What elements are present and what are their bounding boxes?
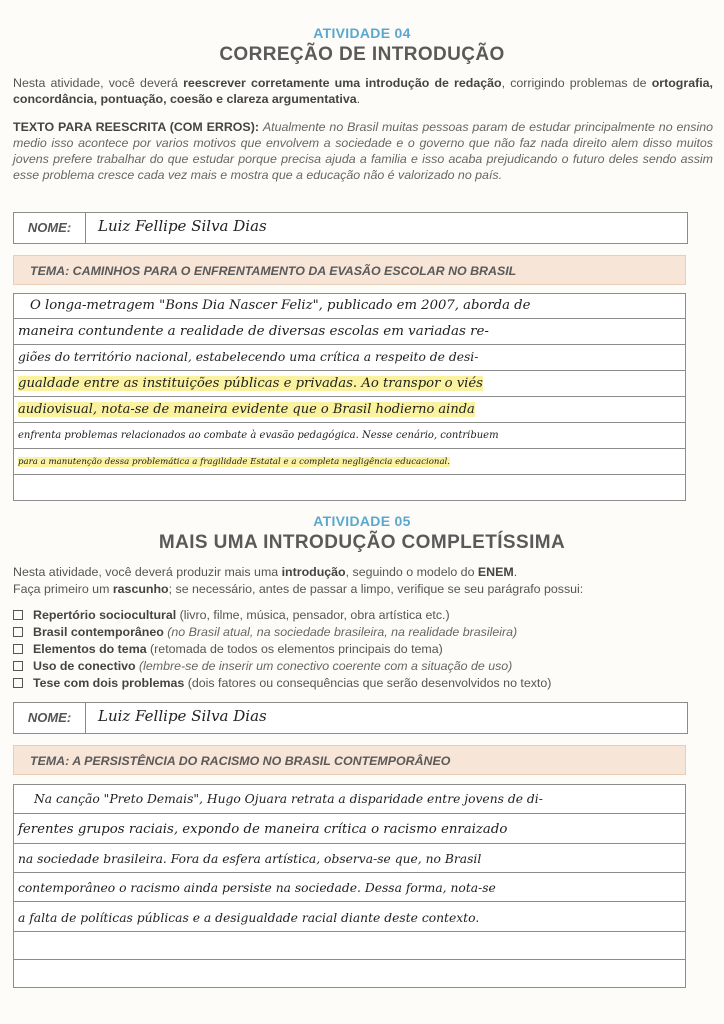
- writing-line: [13, 932, 686, 960]
- checkbox[interactable]: [13, 661, 23, 671]
- handwritten-line: na sociedade brasileira. Fora da esfera artística, observa-se que, no Brasil: [18, 852, 482, 866]
- activity-05-title: MAIS UMA INTRODUÇÃO COMPLETÍSSIMA: [158, 532, 566, 553]
- checkbox[interactable]: [13, 610, 23, 620]
- handwritten-line: enfrenta problemas relacionados ao combate à evasão pedagógica. Nesse cenário, contribuem: [18, 430, 499, 441]
- instr-bold: reescrever corretamente uma introdução de redação: [183, 76, 502, 90]
- writing-line: [13, 475, 686, 501]
- handwritten-line: O longa-metragem "Bons Dia Nascer Feliz", publicado em 2007, aborda de: [30, 298, 531, 313]
- checklist-item-desc: (dois fatores ou consequências que serão desenvolvidos no texto): [184, 676, 552, 690]
- instr-text: , corrigindo problemas de: [501, 76, 652, 90]
- requirements-checklist: [13, 607, 713, 692]
- instr-bold: introdução: [281, 565, 346, 579]
- instr-text: .: [513, 565, 518, 579]
- activity-04-title: CORREÇÃO DE INTRODUÇÃO: [219, 44, 505, 65]
- checklist-item-desc: (lembre-se de inserir um conectivo coerente com a situação de uso): [135, 659, 513, 673]
- checklist-item-title: Uso de conectivo: [33, 659, 136, 673]
- handwritten-line: contemporâneo o racismo ainda persiste na sociedade. Dessa forma, nota-se: [18, 881, 496, 895]
- instr-text: Faça primeiro um: [13, 582, 113, 596]
- checklist-item-desc: (retomada de todos os elementos principais do tema): [146, 642, 443, 656]
- checklist-item-title: Elementos do tema: [33, 642, 147, 656]
- rewrite-text-label: TEXTO PARA REESCRITA (COM ERROS):: [13, 120, 259, 134]
- instr-bold: ortografia, concordância, pontuação, coesão e clareza argumentativa: [13, 76, 713, 106]
- instr-text: Nesta atividade, você deverá produzir mais uma: [13, 565, 282, 579]
- activity-04-label: ATIVIDADE 04: [313, 25, 411, 41]
- checklist-item: [13, 675, 713, 692]
- activity-05-instructions-2: [13, 581, 713, 597]
- name-label: NOME:: [14, 213, 86, 243]
- checklist-item: [13, 624, 713, 641]
- checklist-item: [13, 641, 713, 658]
- instr-text: , seguindo o modelo do: [345, 565, 478, 579]
- instr-bold: ENEM: [477, 565, 514, 579]
- activity-04-instructions: [13, 75, 713, 107]
- handwritten-line: giões do território nacional, estabelecendo uma crítica a respeito de desi-: [18, 350, 479, 364]
- activity-05-instructions: [13, 564, 713, 580]
- writing-line: [13, 960, 686, 988]
- name-label: NOME:: [14, 703, 86, 733]
- handwritten-line: a falta de políticas públicas e a desigualdade racial diante deste contexto.: [18, 911, 480, 925]
- checkbox[interactable]: [13, 678, 23, 688]
- handwritten-line: para a manutenção dessa problemática a fragilidade Estatal e a completa negligência educacional.: [18, 457, 451, 467]
- handwritten-line: Na canção "Preto Demais", Hugo Ojuara retrata a disparidade entre jovens de di-: [34, 792, 543, 806]
- handwritten-line: ferentes grupos raciais, expondo de maneira crítica o racismo enraizado: [18, 822, 508, 837]
- rewrite-text-block: [13, 119, 713, 183]
- checklist-item: [13, 658, 713, 675]
- instr-bold: rascunho: [112, 582, 169, 596]
- instr-text: Nesta atividade, você deverá: [13, 76, 184, 90]
- checkbox[interactable]: [13, 644, 23, 654]
- checklist-item-title: Brasil contemporâneo: [33, 625, 164, 639]
- checklist-item-title: Repertório sociocultural: [33, 608, 177, 622]
- theme-banner-04: TEMA: CAMINHOS PARA O ENFRENTAMENTO DA EVASÃO ESCOLAR NO BRASIL: [13, 255, 686, 285]
- checkbox[interactable]: [13, 627, 23, 637]
- theme-banner-05: TEMA: A PERSISTÊNCIA DO RACISMO NO BRASIL CONTEMPORÂNEO: [13, 745, 686, 775]
- name-field-04[interactable]: [13, 212, 688, 244]
- activity-05-label: ATIVIDADE 05: [313, 513, 411, 529]
- name-field-05[interactable]: [13, 702, 688, 734]
- checklist-item-desc: (no Brasil atual, na sociedade brasileira, na realidade brasileira): [163, 625, 518, 639]
- name-value: Luiz Fellipe Silva Dias: [98, 707, 267, 725]
- checklist-item-desc: (livro, filme, música, pensador, obra artística etc.): [176, 608, 450, 622]
- rewrite-text-body: Atualmente no Brasil muitas pessoas param de estudar principalmente no ensino medio isso acontece por varios motivos que envolvem a sociedade e o governo que não faz nada direito alem disso muitos jovens prefere trabalhar do que estudar porque precisa ajuda a familia e isso acaba prejudicando o futuro deles sendo assim esse problema cresce cada vez mais e mostra que a educação não é valorizado no país.: [13, 120, 713, 182]
- handwritten-line: gualdade entre as instituições públicas e privadas. Ao transpor o viés: [18, 376, 483, 391]
- checklist-item: [13, 607, 713, 624]
- instr-text: .: [356, 92, 361, 106]
- name-value: Luiz Fellipe Silva Dias: [98, 217, 267, 235]
- checklist-item-title: Tese com dois problemas: [33, 676, 185, 690]
- handwritten-line: maneira contundente a realidade de diversas escolas em variadas re-: [18, 324, 489, 339]
- handwritten-line: audiovisual, nota-se de maneira evidente que o Brasil hodierno ainda: [18, 402, 475, 417]
- instr-text: ; se necessário, antes de passar a limpo, verifique se seu parágrafo possui:: [168, 582, 584, 596]
